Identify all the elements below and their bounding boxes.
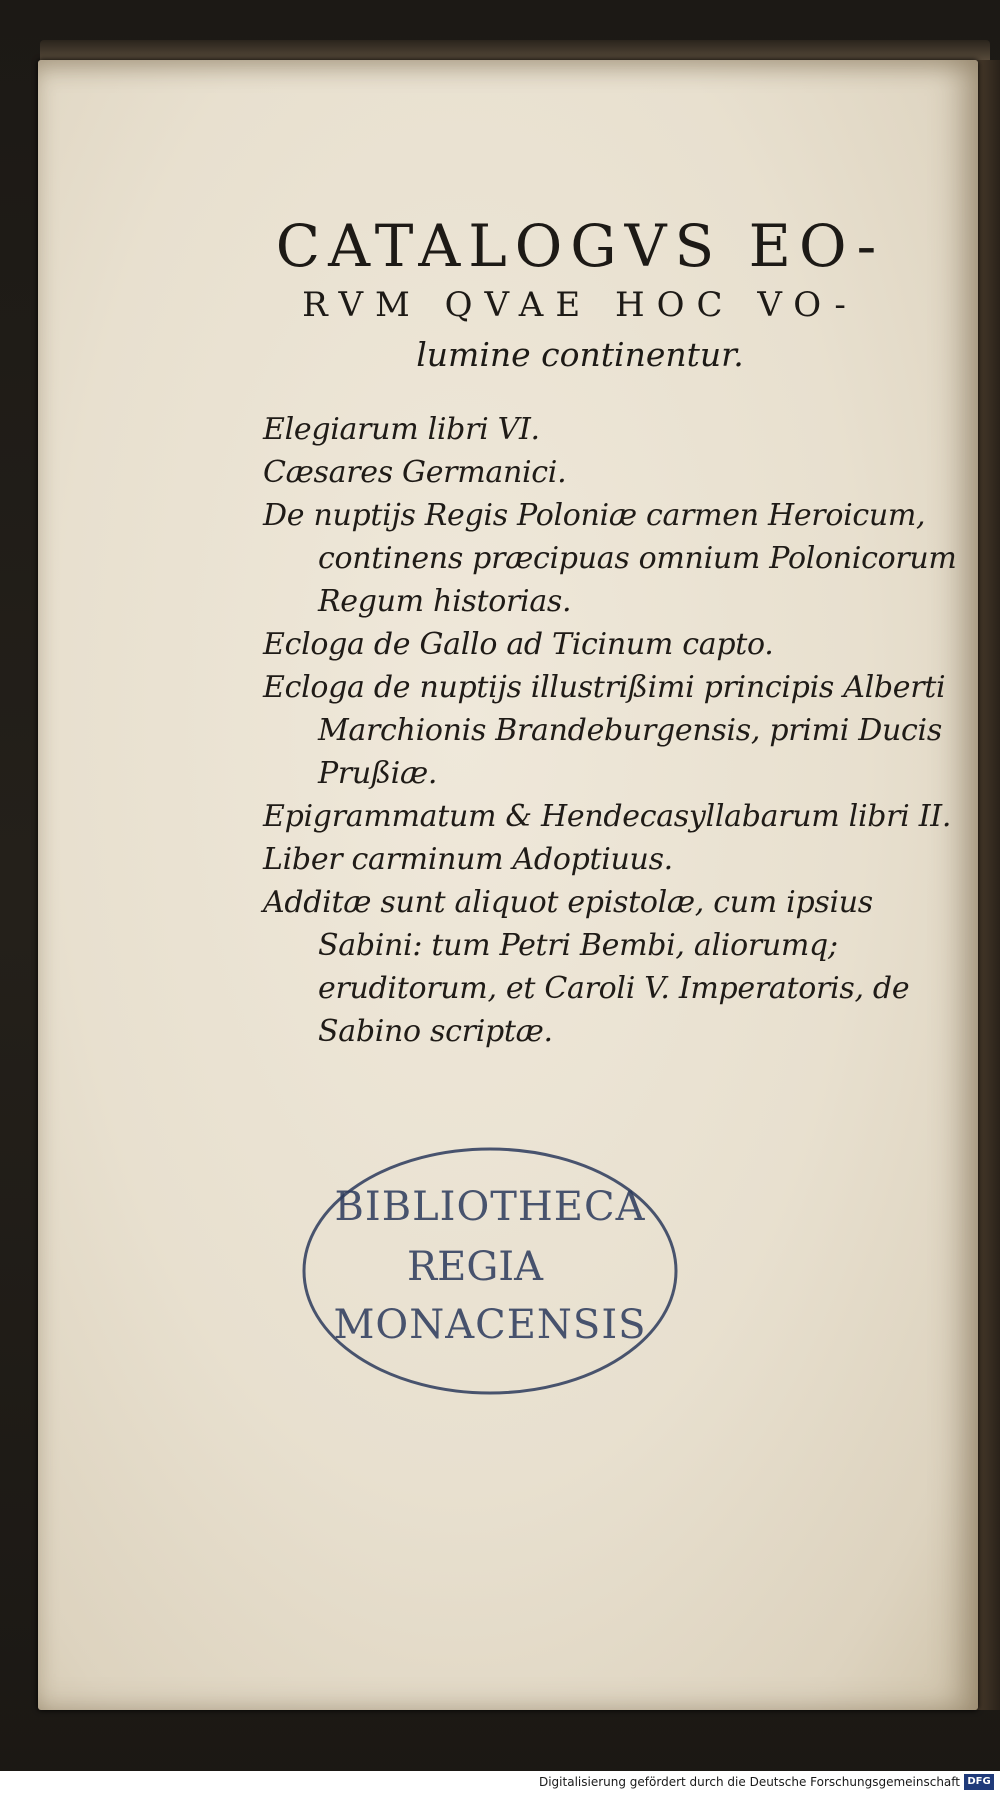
contents-entry: Additæ sunt aliquot epistolæ, cum ipsius Sabini: tum Petri Bembi, aliorumq; eruditorum, et Caroli V. Imperatoris, de Sabino scriptæ. xyxy=(263,885,910,1049)
title-line-1: CATALOGVS EO- xyxy=(275,212,885,280)
contents-entry: Cæsares Germanici. xyxy=(263,455,567,490)
contents-entry: Elegiarum libri VI. xyxy=(263,412,540,447)
library-stamp xyxy=(300,1142,680,1400)
footer-bar xyxy=(0,1771,1000,1794)
contents-entry: Ecloga de nuptijs illustrißimi principis Alberti Marchionis Brandeburgensis, primi Ducis Prußiæ. xyxy=(263,670,946,791)
stamp-oval xyxy=(300,1142,680,1400)
footer-credit: Digitalisierung gefördert durch die Deutsche Forschungsgemeinschaft xyxy=(538,1775,960,1789)
title-line-2: RVM QVAE HOC VO- xyxy=(302,285,858,325)
page-title xyxy=(200,210,960,380)
contents-entry: Epigrammatum & Hendecasyllabarum libri II. xyxy=(263,799,952,834)
contents-entry: Liber carminum Adoptiuus. xyxy=(263,842,673,877)
stamp-line-3: MONACENSIS xyxy=(333,1302,647,1348)
contents-entry: De nuptijs Regis Poloniæ carmen Heroicum, continens præcipuas omnium Polonicorum Regum historias. xyxy=(263,498,957,619)
title-line-3: lumine continentur. xyxy=(416,335,744,374)
contents-list xyxy=(263,408,963,1053)
contents-entry: Ecloga de Gallo ad Ticinum capto. xyxy=(263,627,774,662)
stamp-line-2: REGIA xyxy=(407,1244,543,1290)
stamp-line-1: BIBLIOTHECA xyxy=(334,1184,646,1230)
dfg-logo-icon: DFG xyxy=(964,1774,994,1790)
